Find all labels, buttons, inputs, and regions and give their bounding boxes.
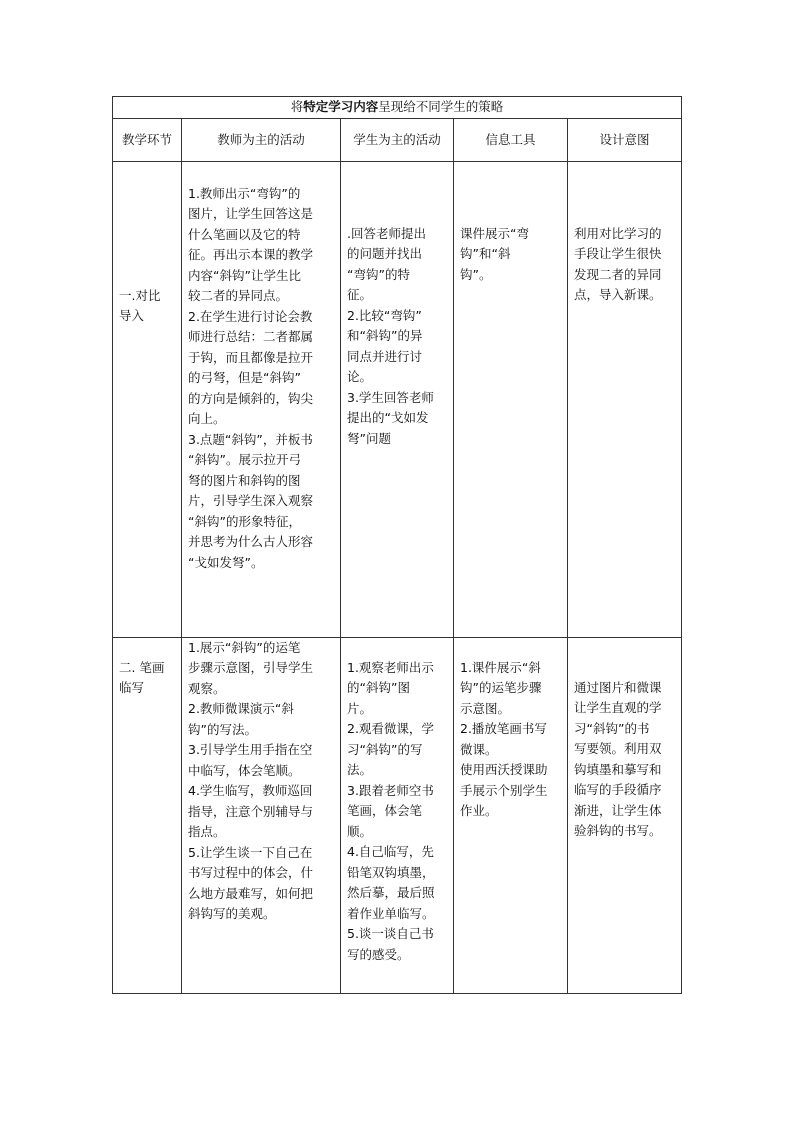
cell-line: “弯钩”的特 bbox=[347, 266, 410, 282]
tools-cell bbox=[454, 637, 568, 993]
intent-cell bbox=[568, 161, 682, 637]
cell-line: 图片，让学生回答这是 bbox=[188, 206, 314, 221]
cell-line: 3.引导学生用手指在空 bbox=[188, 742, 313, 757]
tools-cell bbox=[454, 161, 568, 637]
header-teacher: 教师为主的活动 bbox=[182, 118, 341, 161]
cell-line: 弩的图片和斜钩的图 bbox=[188, 472, 301, 488]
student-cell bbox=[341, 637, 454, 993]
cell-line: 利用对比学习的 bbox=[574, 225, 662, 241]
table-title bbox=[113, 97, 682, 119]
cell-line: 观察。 bbox=[188, 680, 226, 696]
header-row bbox=[113, 118, 682, 161]
cell-line: 向上。 bbox=[188, 411, 226, 426]
cell-line: 和“斜钩”的异 bbox=[347, 328, 423, 343]
cell-line: 习“斜钩”的书 bbox=[574, 720, 650, 736]
cell-line: 片。 bbox=[347, 700, 373, 716]
cell-line: 什么笔画以及它的特 bbox=[188, 226, 301, 242]
header-intent: 设计意图 bbox=[568, 118, 682, 161]
cell-line: 发现二者的异同 bbox=[574, 266, 662, 282]
cell-line: 钩”和“斜 bbox=[460, 246, 511, 261]
cell-line: 步骤示意图，引导学生 bbox=[188, 660, 314, 675]
cell-line: .回答老师提出 bbox=[347, 225, 426, 241]
cell-line: “斜钩”的形象特征， bbox=[188, 513, 301, 529]
cell-line: 1.展示“斜钩”的运笔 bbox=[188, 639, 301, 655]
cell-line: 征。再出示本课的教学 bbox=[188, 247, 314, 262]
cell-line: 的问题并找出 bbox=[347, 246, 423, 261]
cell-line: 示意图。 bbox=[460, 700, 511, 716]
cell-line: 导入 bbox=[119, 308, 145, 323]
cell-line: 写的感受。 bbox=[347, 946, 410, 962]
cell-line: 钩填墨和摹写和 bbox=[574, 761, 662, 777]
cell-line: 2.在学生进行讨论会教 bbox=[188, 308, 313, 324]
cell-line: 然后摹，最后照 bbox=[347, 885, 435, 900]
cell-line: 1.观察老师出示 bbox=[347, 659, 434, 675]
cell-line: 指导，注意个别辅导与 bbox=[188, 803, 314, 819]
cell-line: 于钩，而且都像是拉开 bbox=[188, 349, 314, 365]
cell-line: 点，导入新课。 bbox=[574, 287, 662, 302]
cell-line: 2.播放笔画书写 bbox=[460, 721, 547, 736]
cell-line: 5.让学生谈一下自己在 bbox=[188, 844, 313, 860]
cell-line: 3.学生回答老师 bbox=[347, 389, 434, 405]
table-row bbox=[113, 637, 682, 993]
cell-line: 征。 bbox=[347, 287, 373, 302]
cell-line: 4.学生临写，教师巡回 bbox=[188, 783, 313, 798]
intent-cell bbox=[568, 637, 682, 993]
cell-line: 的“斜钩”图 bbox=[347, 680, 410, 695]
cell-line: 习“斜钩”的写 bbox=[347, 741, 423, 757]
cell-line: 钩”的运笔步骤 bbox=[460, 680, 542, 695]
student-cell bbox=[341, 161, 454, 637]
cell-line: 指点。 bbox=[188, 824, 226, 839]
cell-line: 同点并进行讨 bbox=[347, 348, 423, 364]
cell-line: 渐进，让学生体 bbox=[574, 802, 662, 818]
header-student: 学生为主的活动 bbox=[341, 118, 454, 161]
cell-line: 3.跟着老师空书 bbox=[347, 782, 434, 798]
cell-line: 的弓弩，但是“斜钩” bbox=[188, 370, 301, 385]
cell-line: 铅笔双钩填墨， bbox=[347, 864, 435, 880]
cell-line: 1.教师出示“弯钩”的 bbox=[188, 185, 301, 201]
cell-line: 4.自己临写，先 bbox=[347, 844, 434, 859]
cell-line: 临写的手段循序 bbox=[574, 782, 662, 797]
cell-line: 2.比较“弯钩” bbox=[347, 307, 422, 323]
cell-line: 3.点题“斜钩”，并板书 bbox=[188, 431, 313, 447]
cell-line: 内容“斜钩”让学生比 bbox=[188, 267, 301, 283]
cell-line: 微课。 bbox=[460, 741, 498, 757]
cell-line: 使用西沃授课助 bbox=[460, 762, 548, 777]
cell-line: 提出的“戈如发 bbox=[347, 410, 429, 425]
cell-line: 师进行总结：二者都属 bbox=[188, 329, 314, 344]
cell-line: 作业。 bbox=[460, 803, 498, 818]
cell-line: 笔画，体会笔 bbox=[347, 803, 423, 818]
cell-line: 着作业单临写。 bbox=[347, 905, 435, 921]
cell-line: 手段让学生很快 bbox=[574, 246, 662, 261]
cell-line: 临写 bbox=[119, 680, 145, 695]
cell-line: 课件展示“弯 bbox=[460, 225, 529, 241]
cell-line: 弩”问题 bbox=[347, 430, 391, 446]
cell-line: 5.谈一谈自己书 bbox=[347, 926, 434, 941]
cell-line: 2.观看微课，学 bbox=[347, 721, 434, 736]
cell-line: 写要领。利用双 bbox=[574, 741, 662, 756]
table-row bbox=[113, 161, 682, 637]
cell-line: 并思考为什么古人形容 bbox=[188, 534, 314, 549]
title-bold: 特定学习内容 bbox=[303, 99, 379, 114]
teacher-cell bbox=[182, 637, 341, 993]
cell-line: 通过图片和微课 bbox=[574, 679, 662, 695]
cell-line: 片，引导学生深入观察 bbox=[188, 493, 314, 508]
cell-line: 二. 笔画 bbox=[119, 659, 165, 675]
cell-line: 斜钩写的美观。 bbox=[188, 906, 276, 921]
teacher-cell bbox=[182, 161, 341, 637]
header-stage: 教学环节 bbox=[113, 118, 182, 161]
cell-line: 验斜钩的书写。 bbox=[574, 823, 662, 838]
cell-line: 书写过程中的体会，什 bbox=[188, 865, 314, 880]
cell-line: 法。 bbox=[347, 762, 373, 777]
strategy-table bbox=[112, 96, 682, 994]
cell-line: “斜钩”。展示拉开弓 bbox=[188, 452, 301, 467]
cell-line: 2.教师微课演示“斜 bbox=[188, 701, 294, 716]
stage-cell bbox=[113, 161, 182, 637]
title-prefix: 将 bbox=[290, 99, 304, 114]
cell-line: 论。 bbox=[347, 369, 373, 384]
cell-line: 顺。 bbox=[347, 823, 373, 839]
header-tools: 信息工具 bbox=[454, 118, 568, 161]
cell-line: 较二者的异同点。 bbox=[188, 288, 289, 303]
cell-line: 钩”。 bbox=[460, 266, 492, 282]
cell-line: 让学生直观的学 bbox=[574, 700, 662, 715]
cell-line: 钩”的写法。 bbox=[188, 721, 257, 737]
cell-line: “戈如发弩”。 bbox=[188, 554, 264, 570]
cell-line: 的方向是倾斜的，钩尖 bbox=[188, 390, 314, 406]
title-suffix: 呈现给不同学生的策略 bbox=[378, 99, 504, 114]
cell-line: 么地方最难写，如何把 bbox=[188, 885, 314, 901]
cell-line: 一.对比 bbox=[119, 287, 161, 303]
cell-line: 1.课件展示“斜 bbox=[460, 659, 541, 675]
stage-cell bbox=[113, 637, 182, 993]
cell-line: 手展示个别学生 bbox=[460, 782, 548, 798]
cell-line: 中临写，体会笔顺。 bbox=[188, 762, 301, 778]
